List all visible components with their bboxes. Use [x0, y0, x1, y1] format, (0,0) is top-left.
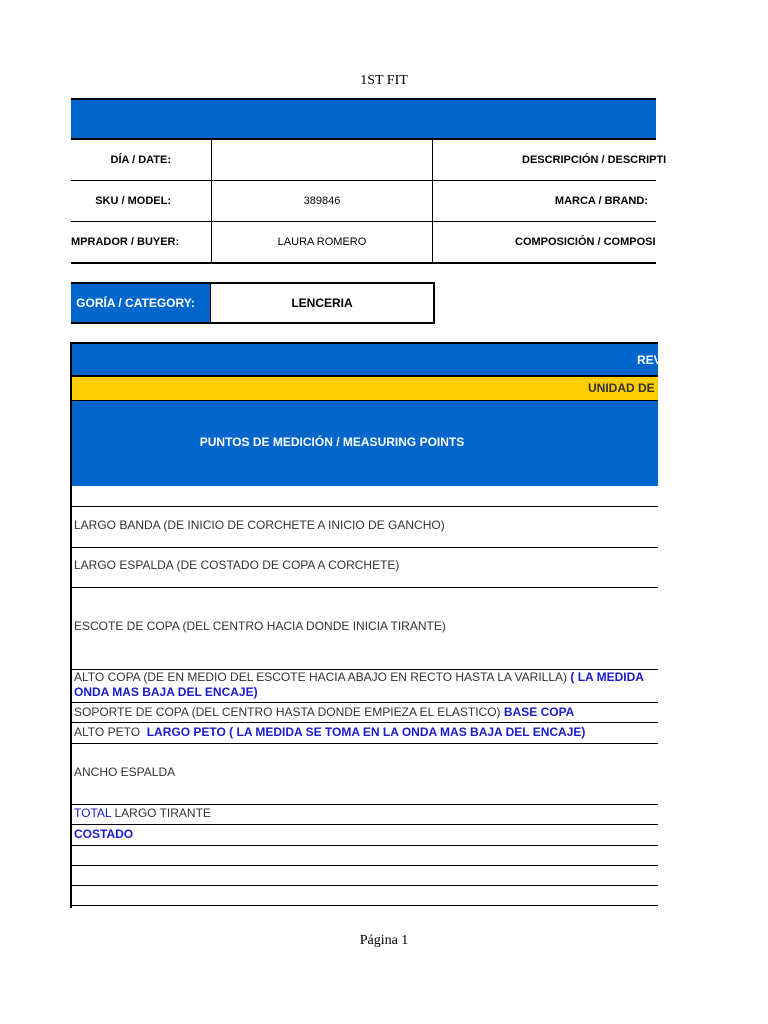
measuring-point-note: ( LA MEDIDA	[570, 670, 644, 684]
measuring-point-note: BASE COPA	[503, 705, 575, 719]
measuring-point-note: TOTAL	[74, 806, 112, 820]
measuring-points-header: PUNTOS DE MEDICIÓN / MEASURING POINTS	[72, 401, 658, 486]
table-row[interactable]	[72, 588, 658, 670]
table-row-empty	[72, 486, 658, 507]
table-row[interactable]	[72, 723, 658, 744]
measuring-point-label: LARGO TIRANTE	[114, 806, 211, 820]
table-row[interactable]	[72, 744, 658, 805]
sku-field[interactable]: 389846	[211, 181, 433, 221]
unit-bar	[72, 377, 658, 401]
buyer-label: MPRADOR / BUYER:	[71, 236, 180, 248]
page-number: Página 1	[359, 933, 409, 948]
composition-label: COMPOSICIÓN / COMPOSI	[515, 236, 656, 248]
table-row[interactable]	[72, 805, 658, 825]
date-label: DÍA / DATE:	[110, 154, 171, 166]
page-title: 1ST FIT	[360, 73, 408, 88]
table-row[interactable]	[72, 825, 658, 846]
measuring-point-label: LARGO ESPALDA (DE COSTADO DE COPA A CORCHETE)	[74, 558, 400, 572]
measuring-point-label: ALTO COPA (DE EN MEDIO DEL ESCOTE HACIA ABAJO EN RECTO HASTA LA VARILLA)	[74, 670, 568, 684]
revision-bar	[72, 342, 662, 377]
measuring-point-label: ANCHO ESPALDA	[74, 765, 176, 779]
table-row[interactable]	[72, 670, 658, 703]
revision-label: REV	[637, 353, 662, 367]
table-row-empty[interactable]	[72, 886, 658, 906]
description-label: DESCRIPCIÓN / DESCRIPTI	[522, 154, 667, 166]
table-row-empty[interactable]	[72, 866, 658, 886]
measuring-point-label: ALTO PETO	[74, 725, 141, 739]
sku-label: SKU / MODEL:	[95, 195, 171, 207]
category-label: GORÍA / CATEGORY:	[71, 284, 210, 322]
info-row-date	[71, 140, 667, 181]
info-row-buyer	[71, 222, 656, 264]
measuring-point-label: ESCOTE DE COPA (DEL CENTRO HACIA DONDE INICIA TIRANTE)	[74, 619, 446, 633]
table-row[interactable]	[72, 507, 658, 548]
measuring-point-label: SOPORTE DE COPA (DEL CENTRO HASTA DONDE EMPIEZA EL ELASTICO)	[74, 705, 501, 719]
table-row[interactable]	[72, 548, 658, 588]
measuring-point-label: LARGO BANDA (DE INICIO DE CORCHETE A INICIO DE GANCHO)	[74, 518, 445, 532]
buyer-field[interactable]: LAURA ROMERO	[211, 222, 433, 262]
measurements-table	[70, 342, 662, 908]
table-row[interactable]	[72, 703, 658, 723]
info-row-sku	[71, 181, 656, 222]
header-blue-bar	[71, 98, 656, 140]
measuring-point-label: COSTADO	[74, 827, 134, 841]
category-field[interactable]: LENCERIA	[210, 284, 433, 322]
measuring-point-note-cont: ONDA MAS BAJA DEL ENCAJE)	[74, 685, 258, 699]
category-box	[71, 282, 435, 324]
brand-label: MARCA / BRAND:	[554, 195, 648, 207]
date-field[interactable]	[211, 140, 433, 180]
product-info-table	[71, 98, 667, 264]
measuring-point-note: LARGO PETO ( LA MEDIDA SE TOMA EN LA ONDA MAS BAJA DEL ENCAJE)	[146, 725, 586, 739]
table-row-empty[interactable]	[72, 846, 658, 866]
unit-label: UNIDAD DE	[588, 381, 655, 395]
